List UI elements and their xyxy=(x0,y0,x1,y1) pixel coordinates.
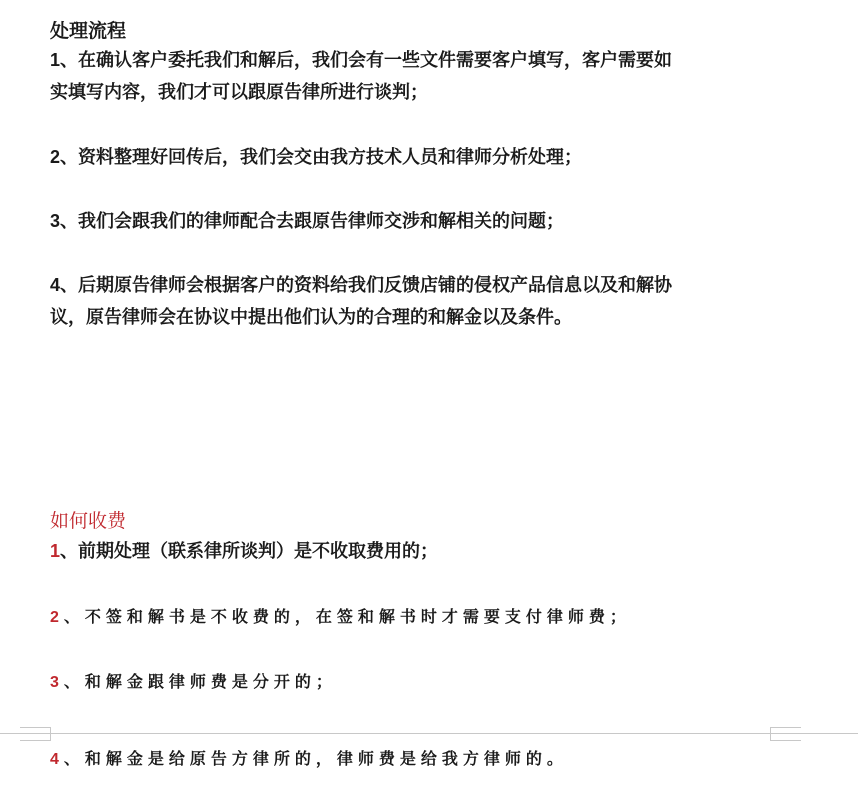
fees-item-1 xyxy=(50,536,438,567)
fees-item-4 xyxy=(50,744,568,775)
process-item-2-text-1: 、资料整理好回传后，我们会交由我方技术人员和律师分析处理； xyxy=(60,147,583,168)
process-item-2-number: 2 xyxy=(50,147,61,167)
process-item-1-line-1 xyxy=(50,45,672,76)
fees-item-1-text: 、前期处理（联系律所谈判）是不收取费用的； xyxy=(60,541,439,562)
process-item-2-line-1 xyxy=(50,142,582,173)
process-item-1-text-1: 、在确认客户委托我们和解后，我们会有一些文件需要客户填写，客户需要如 xyxy=(60,50,673,71)
crop-mark-left xyxy=(20,727,51,741)
process-item-1-line-2: 实填写内容，我们才可以跟原告律所进行谈判； xyxy=(50,82,428,103)
fees-item-2 xyxy=(50,602,631,633)
fees-item-3-text: 、和解金跟律师费是分开的； xyxy=(63,672,337,691)
fees-item-3-number: 3 xyxy=(50,674,64,691)
process-item-3-text-1: 、我们会跟我们的律师配合去跟原告律师交涉和解相关的问题； xyxy=(60,211,565,232)
process-item-4-line-1 xyxy=(50,270,672,301)
process-item-4-text-1: 、后期原告律师会根据客户的资料给我们反馈店铺的侵权产品信息以及和解协 xyxy=(60,275,673,296)
process-item-3-number: 3 xyxy=(50,211,61,231)
process-item-3-line-1 xyxy=(50,206,564,237)
fees-item-2-text: 、不签和解书是不收费的，在签和解书时才需要支付律师费； xyxy=(63,607,631,626)
fees-heading: 如何收费 xyxy=(50,510,127,532)
fees-item-3 xyxy=(50,667,337,698)
crop-mark-right xyxy=(770,727,801,741)
fees-item-1-number: 1 xyxy=(50,541,61,561)
fees-item-4-number: 4 xyxy=(50,751,64,768)
process-item-4-line-2: 议，原告律师会在协议中提出他们认为的合理的和解金以及条件。 xyxy=(50,307,572,328)
page-break-divider xyxy=(0,733,858,734)
process-item-4-number: 4 xyxy=(50,275,61,295)
fees-item-2-number: 2 xyxy=(50,609,64,626)
process-item-1-number: 1 xyxy=(50,50,61,70)
fees-item-4-text: 、和解金是给原告方律所的，律师费是给我方律师的。 xyxy=(63,749,568,768)
process-heading: 处理流程 xyxy=(50,20,127,42)
